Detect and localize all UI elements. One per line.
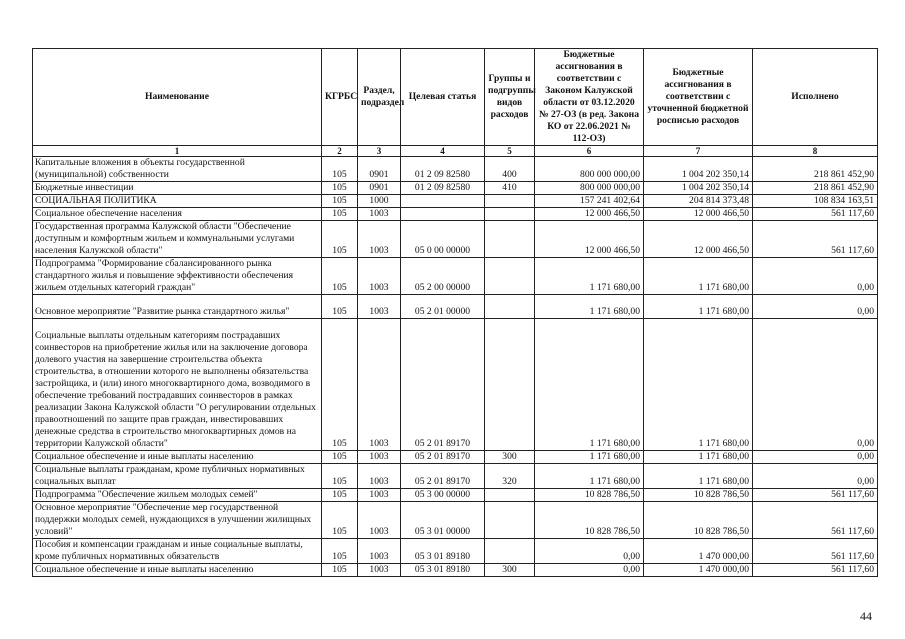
row-executed-amount-cell: 0,00 (753, 295, 878, 319)
row-law-amount-cell: 12 000 466,50 (535, 221, 644, 258)
row-refined-amount-cell: 12 000 466,50 (644, 221, 753, 258)
row-group-cell (485, 295, 535, 319)
row-kgrbs-cell: 105 (322, 221, 358, 258)
row-name-cell: Социальное обеспечение и иные выплаты населению (33, 564, 322, 577)
row-section-cell: 1003 (358, 208, 401, 221)
row-kgrbs-cell: 105 (322, 489, 358, 502)
row-name-cell: Социальное обеспечение населения (33, 208, 322, 221)
row-section-cell: 1003 (358, 489, 401, 502)
row-executed-amount-cell: 218 861 452,90 (753, 182, 878, 195)
table-row (33, 157, 878, 182)
row-refined-amount-cell: 1 470 000,00 (644, 564, 753, 577)
row-kgrbs-cell: 105 (322, 451, 358, 464)
column-number: 6 (535, 146, 644, 157)
row-kgrbs-cell: 105 (322, 539, 358, 564)
row-refined-amount-cell: 1 470 000,00 (644, 539, 753, 564)
row-executed-amount-cell: 561 117,60 (753, 221, 878, 258)
budget-table (32, 48, 878, 577)
row-section-cell: 1003 (358, 319, 401, 451)
row-name-cell: Основное мероприятие "Развитие рынка стандартного жилья" (33, 295, 322, 319)
row-section-cell: 1003 (358, 464, 401, 489)
row-executed-amount-cell: 0,00 (753, 451, 878, 464)
row-group-cell (485, 502, 535, 539)
row-group-cell (485, 489, 535, 502)
row-kgrbs-cell: 105 (322, 564, 358, 577)
header-law: Бюджетные ассигнования в соответствии с Законом Калужской области от 03.12.2020 № 27-ОЗ (в ред. Закона КО от 22.06.2021 № 112-ОЗ) (535, 49, 644, 146)
row-name-cell: Бюджетные инвестиции (33, 182, 322, 195)
row-name-cell: Государственная программа Калужской области "Обеспечение доступным и комфортным жильем и коммунальными услугами населения Калужской области" (33, 221, 322, 258)
row-refined-amount-cell: 1 171 680,00 (644, 464, 753, 489)
row-executed-amount-cell: 0,00 (753, 464, 878, 489)
table-row (33, 502, 878, 539)
column-number: 8 (753, 146, 878, 157)
row-law-amount-cell: 1 171 680,00 (535, 295, 644, 319)
column-number: 7 (644, 146, 753, 157)
row-section-cell: 1003 (358, 258, 401, 295)
column-number-row (33, 146, 878, 157)
row-target-cell: 05 2 01 00000 (401, 295, 485, 319)
table-row (33, 258, 878, 295)
row-kgrbs-cell: 105 (322, 502, 358, 539)
row-target-cell: 05 0 00 00000 (401, 221, 485, 258)
row-group-cell: 410 (485, 182, 535, 195)
row-section-cell: 1000 (358, 195, 401, 208)
row-section-cell: 1003 (358, 451, 401, 464)
column-number: 4 (401, 146, 485, 157)
table-row (33, 489, 878, 502)
row-kgrbs-cell: 105 (322, 195, 358, 208)
row-law-amount-cell: 800 000 000,00 (535, 157, 644, 182)
table-row (33, 295, 878, 319)
row-name-cell: Пособия и компенсации гражданам и иные социальные выплаты, кроме публичных нормативных обязательств (33, 539, 322, 564)
row-name-cell: Подпрограмма "Формирование сбалансированного рынка стандартного жилья и повышение эффективности обеспечения жильем отдельных категорий граждан" (33, 258, 322, 295)
table-row (33, 539, 878, 564)
row-executed-amount-cell: 561 117,60 (753, 502, 878, 539)
row-refined-amount-cell: 12 000 466,50 (644, 208, 753, 221)
row-refined-amount-cell: 204 814 373,48 (644, 195, 753, 208)
row-law-amount-cell: 1 171 680,00 (535, 258, 644, 295)
budget-table-page (32, 48, 877, 577)
row-target-cell: 05 3 01 89180 (401, 539, 485, 564)
table-row (33, 564, 878, 577)
row-law-amount-cell: 1 171 680,00 (535, 464, 644, 489)
row-kgrbs-cell: 105 (322, 258, 358, 295)
row-name-cell: Капитальные вложения в объекты государственной (муниципальной) собственности (33, 157, 322, 182)
row-law-amount-cell: 157 241 402,64 (535, 195, 644, 208)
row-group-cell (485, 319, 535, 451)
row-target-cell (401, 208, 485, 221)
row-section-cell: 1003 (358, 502, 401, 539)
row-section-cell: 1003 (358, 539, 401, 564)
row-name-cell: Подпрограмма "Обеспечение жильем молодых семей" (33, 489, 322, 502)
row-law-amount-cell: 0,00 (535, 539, 644, 564)
header-executed: Исполнено (753, 49, 878, 146)
row-section-cell: 1003 (358, 295, 401, 319)
row-name-cell: Основное мероприятие "Обеспечение мер государственной поддержки молодых семей, нуждающихся в улучшении жилищных условий" (33, 502, 322, 539)
row-kgrbs-cell: 105 (322, 464, 358, 489)
row-refined-amount-cell: 1 004 202 350,14 (644, 182, 753, 195)
row-refined-amount-cell: 1 171 680,00 (644, 258, 753, 295)
row-kgrbs-cell: 105 (322, 157, 358, 182)
row-name-cell: Социальные выплаты гражданам, кроме публичных нормативных социальных выплат (33, 464, 322, 489)
table-row (33, 319, 878, 451)
row-target-cell: 05 2 01 89170 (401, 464, 485, 489)
row-law-amount-cell: 10 828 786,50 (535, 489, 644, 502)
column-number: 5 (485, 146, 535, 157)
row-section-cell: 1003 (358, 564, 401, 577)
table-row (33, 208, 878, 221)
row-group-cell (485, 195, 535, 208)
row-executed-amount-cell: 561 117,60 (753, 564, 878, 577)
row-executed-amount-cell: 561 117,60 (753, 208, 878, 221)
header-row (33, 49, 878, 146)
row-target-cell: 05 3 00 00000 (401, 489, 485, 502)
row-group-cell: 300 (485, 564, 535, 577)
row-target-cell: 05 3 01 89180 (401, 564, 485, 577)
row-executed-amount-cell: 561 117,60 (753, 489, 878, 502)
table-body (33, 157, 878, 577)
row-group-cell: 320 (485, 464, 535, 489)
row-law-amount-cell: 1 171 680,00 (535, 319, 644, 451)
row-refined-amount-cell: 1 171 680,00 (644, 295, 753, 319)
row-law-amount-cell: 0,00 (535, 564, 644, 577)
row-kgrbs-cell: 105 (322, 208, 358, 221)
row-target-cell: 05 2 01 89170 (401, 319, 485, 451)
row-kgrbs-cell: 105 (322, 295, 358, 319)
row-executed-amount-cell: 0,00 (753, 319, 878, 451)
row-refined-amount-cell: 1 171 680,00 (644, 319, 753, 451)
header-target: Целевая статья (401, 49, 485, 146)
row-target-cell: 05 3 01 00000 (401, 502, 485, 539)
row-group-cell: 400 (485, 157, 535, 182)
row-executed-amount-cell: 561 117,60 (753, 539, 878, 564)
row-law-amount-cell: 1 171 680,00 (535, 451, 644, 464)
row-target-cell: 01 2 09 82580 (401, 157, 485, 182)
row-law-amount-cell: 800 000 000,00 (535, 182, 644, 195)
row-refined-amount-cell: 1 171 680,00 (644, 451, 753, 464)
table-row (33, 464, 878, 489)
row-target-cell: 05 2 00 00000 (401, 258, 485, 295)
row-target-cell (401, 195, 485, 208)
header-refined: Бюджетные ассигнования в соответствии с уточненной бюджетной росписью расходов (644, 49, 753, 146)
row-name-cell: СОЦИАЛЬНАЯ ПОЛИТИКА (33, 195, 322, 208)
row-group-cell (485, 258, 535, 295)
row-target-cell: 01 2 09 82580 (401, 182, 485, 195)
table-row (33, 451, 878, 464)
row-section-cell: 0901 (358, 182, 401, 195)
row-section-cell: 1003 (358, 221, 401, 258)
header-kgrbs: КГРБС (322, 49, 358, 146)
row-refined-amount-cell: 1 004 202 350,14 (644, 157, 753, 182)
row-executed-amount-cell: 0,00 (753, 258, 878, 295)
page-number: 44 (860, 609, 872, 623)
column-number: 1 (33, 146, 322, 157)
row-group-cell (485, 208, 535, 221)
header-groups: Группы и подгруппы видов расходов (485, 49, 535, 146)
row-name-cell: Социальные выплаты отдельным категориям пострадавших соинвесторов на приобретение жилья или на заключение договора долевого участия на завершение строительства объекта строительства, в отношении которого не выполнены обязательства застройщика, и (или) иного многоквартирного дома, возводимого в обеспечение требований пострадавших соинвесторов в рамках реализации Закона Калужской области "О регулировании отдельных правоотношений по защите прав граждан, инвестировавших денежные средства в строительство многоквартирных домов на территории Калужской области" (33, 319, 322, 451)
row-kgrbs-cell: 105 (322, 319, 358, 451)
header-section: Раздел, подраздел (358, 49, 401, 146)
header-name: Наименование (33, 49, 322, 146)
row-group-cell (485, 221, 535, 258)
row-law-amount-cell: 12 000 466,50 (535, 208, 644, 221)
row-name-cell: Социальное обеспечение и иные выплаты населению (33, 451, 322, 464)
row-group-cell: 300 (485, 451, 535, 464)
row-kgrbs-cell: 105 (322, 182, 358, 195)
column-number: 3 (358, 146, 401, 157)
row-executed-amount-cell: 108 834 163,51 (753, 195, 878, 208)
row-target-cell: 05 2 01 89170 (401, 451, 485, 464)
row-law-amount-cell: 10 828 786,50 (535, 502, 644, 539)
table-row (33, 182, 878, 195)
row-executed-amount-cell: 218 861 452,90 (753, 157, 878, 182)
row-refined-amount-cell: 10 828 786,50 (644, 502, 753, 539)
row-group-cell (485, 539, 535, 564)
row-refined-amount-cell: 10 828 786,50 (644, 489, 753, 502)
row-section-cell: 0901 (358, 157, 401, 182)
table-row (33, 221, 878, 258)
column-number: 2 (322, 146, 358, 157)
table-row (33, 195, 878, 208)
